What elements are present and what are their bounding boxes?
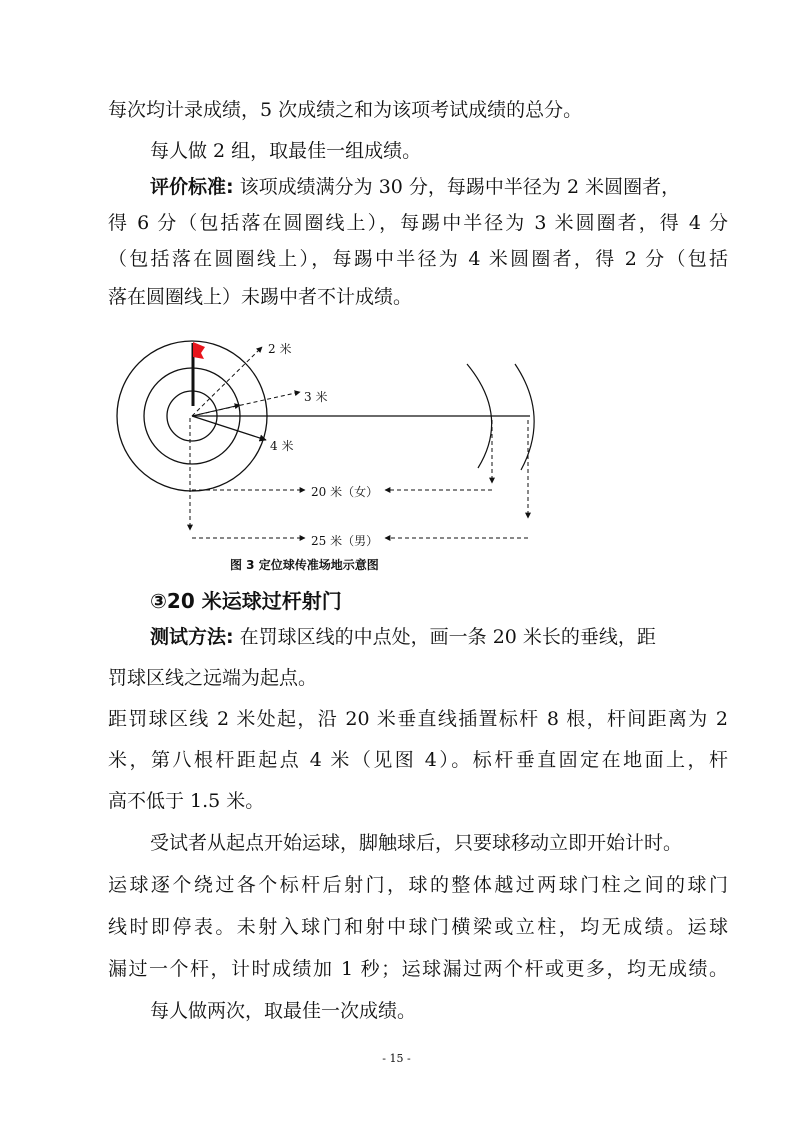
paragraph-line: 运球逐个绕过各个标杆后射门，球的整体越过两球门柱之间的球门 <box>108 874 728 896</box>
evaluation-label: 评价标准: <box>150 176 234 198</box>
radius-arrow-short <box>192 405 240 416</box>
evaluation-text: 该项成绩满分为 30 分，每踢中半径为 2 米圆圈者， <box>233 176 681 198</box>
page-number: - 15 - <box>382 1052 411 1065</box>
method-line <box>150 622 656 652</box>
label-25m-male: 25 米（男） <box>311 534 379 548</box>
paragraph-line: （包括落在圆圈线上），每踢中半径为 4 米圆圈者，得 2 分（包括 <box>108 248 728 270</box>
paragraph-line: 高不低于 1.5 米。 <box>108 790 265 812</box>
label-2m: 2 米 <box>268 342 292 356</box>
paragraph-line: 受试者从起点开始运球，脚触球后，只要球移动立即开始计时。 <box>150 832 683 854</box>
arc-25m <box>515 364 534 470</box>
label-4m: 4 米 <box>270 439 294 453</box>
paragraph-line: 落在圆圈线上）未踢中者不计成绩。 <box>108 286 413 308</box>
paragraph-line: 每次均计录成绩，5 次成绩之和为该项考试成绩的总分。 <box>108 99 583 121</box>
section-heading: ③20 米运球过杆射门 <box>150 589 342 613</box>
radius-arrow-4m <box>192 416 266 440</box>
paragraph-line: 线时即停表。未射入球门和射中球门横梁或立柱，均无成绩。运球 <box>108 916 728 938</box>
figure-caption: 图 3 定位球传准场地示意图 <box>230 558 379 572</box>
label-3m: 3 米 <box>304 390 328 404</box>
method-label: 测试方法: <box>150 626 234 648</box>
method-text: 在罚球区线的中点处，画一条 20 米长的垂线，距 <box>233 626 656 648</box>
paragraph-line: 罚球区线之远端为起点。 <box>108 667 318 689</box>
paragraph-line: 每人做两次，取最佳一次成绩。 <box>150 1000 417 1022</box>
paragraph-line: 米，第八根杆距起点 4 米（见图 4）。标杆垂直固定在地面上，杆 <box>108 749 728 771</box>
label-20m-female: 20 米（女） <box>311 485 379 499</box>
paragraph-line: 得 6 分（包括落在圆圈线上），每踢中半径为 3 米圆圈者，得 4 分 <box>108 212 728 234</box>
paragraph-line: 距罚球区线 2 米处起，沿 20 米垂直线插置标杆 8 根，杆间距离为 2 <box>108 708 728 730</box>
paragraph-line: 每人做 2 组，取最佳一组成绩。 <box>150 140 422 162</box>
paragraph-line: 漏过一个杆，计时成绩加 1 秒；运球漏过两个杆或更多，均无成绩。 <box>108 958 728 980</box>
flag-icon <box>193 342 205 359</box>
